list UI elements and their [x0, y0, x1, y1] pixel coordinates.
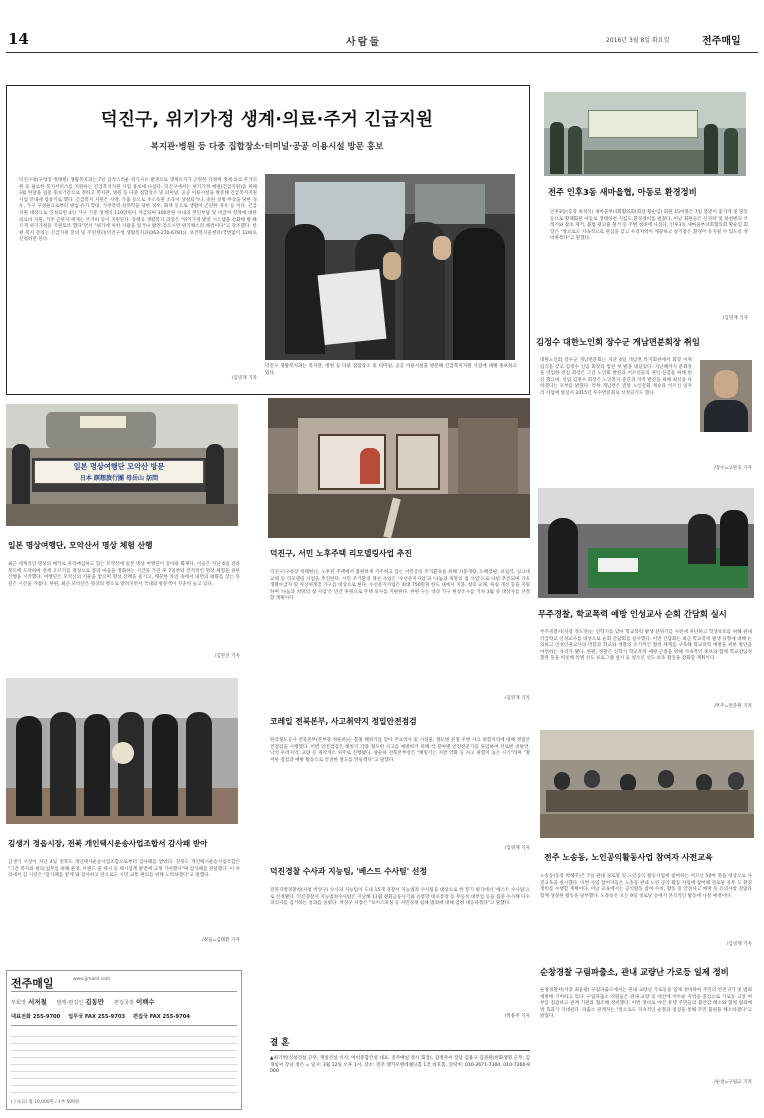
- phone-main: 대표전화 255-9700: [11, 1014, 61, 1020]
- imprint-logo: 전주매일: [11, 977, 54, 990]
- r4-photo: [540, 730, 754, 838]
- l1-banner-line1: 일본 명상여행단 모악산 방문: [73, 462, 165, 471]
- r1-title: 전주 인후3동 새마을협, 아동로 환경정비: [548, 187, 697, 197]
- m1-photo: [268, 398, 530, 538]
- r2-body: 대한노인회 장수군 게남면분회는 지난 4일 게남면 복지회관에서 회장 이취임식을 갖고 김정수 신임 회장의 힘찬 첫 발을 내딛었다. 지난해까지 분회장을 역임한 전임 회장은 그간 노인회 발전과 어르신들의 권익 신장을 위해 헌신 했으며, 신임 김정수 회장은 노인복지 증진과 지역 발전을 위해 최선을 다하겠다는 포부를 밝혔다. 특히 게남면은 전통 노인문화 계승과 어르신 일자리 사업에 앞장서 2015년 우수면분회로 선정되기도 했다.: [540, 358, 692, 396]
- chief-label: 편집국장: [114, 1000, 135, 1006]
- publisher-label: 부회장: [11, 1000, 27, 1006]
- r5-byline: /순창=구림교 기자: [714, 1080, 752, 1085]
- m3-body: 전북지방경찰청(지청 박상구) 수사과 지능팀이 도내 15개 경찰서 지능범죄 수사팀을 대상으로 한 분기 평가에서 '베스트 수사팀'으로 선정됐다. 덕진경찰서 지능범죄수사팀은 지난해 11월 전화금융사기와 유통망 대포통장 등 무등록 대부업 등을 집중 수사해 다수 피의자를 검거하는 성과를 올렸다. 박상구 서장은 "보이스피싱 등 서민경제 침해 범죄에 대해 엄정 대응하겠다"고 말했다.: [270, 888, 530, 907]
- m1-byline: /김영재 기자: [504, 696, 530, 701]
- r1-body: 인후3동(동장 최성식) 새마을부녀회협의회(회장 황순임) 회원 15여명은 7일 봄맞이 꽃가게 및 땅등 등으로 황폐화된 아동로 생태하천 지킴도 환경정비를 펼쳤다. 이날 회원들은 산자락 및 하천변의 쓰레기와 잡초 제거, 불법 광고물 철거 등 주변 정비에 나섰다. 인후3동 새마을부녀회협의회 황순임 회장은 "앞으로도 지속적으로 관심을 갖고 우리지역이 깨끗하고 살기좋은 환경이 유지될 수 있도록 정비하겠다"고 말했다.: [550, 210, 748, 242]
- publisher-name: 서저철: [28, 998, 47, 1006]
- l1-banner: [34, 460, 204, 484]
- wedding-text: ▲최기번(신성건설 근무, 재일건설 이사, 여비중합건설 대표, 전주매일 정사 회장), 김정자씨 장남 김용구·김경원(한화생명 근무, 김경일씨 장녀 정은 = 일시: 3월 12일 오후 1시, 장소: 전주 엘카모멘데웨딩홀 1층 비호홀, 연락처: 010-3671-7300, 010-7260-9000: [270, 1056, 530, 1075]
- masthead: [0, 28, 764, 50]
- r2-portrait: [700, 360, 752, 432]
- l1-photo: [6, 404, 238, 526]
- imprint-directory: [11, 1031, 237, 1097]
- r3-byline: /무주=전준원 기자: [714, 704, 752, 709]
- imprint-box: [6, 970, 242, 1110]
- phone-business: 업무국 FAX 255-9703: [68, 1014, 126, 1020]
- r1-byline: /김영재 기자: [722, 316, 748, 321]
- lead-subtitle: 복지관·병원 등 다중 집합장소·터미널·공공 이용시설 방문 홍보: [150, 142, 384, 152]
- lead-byline: /김영재 기자: [231, 376, 257, 381]
- lead-title: 덕진구, 위기가정 생계·의료·주거 긴급지원: [100, 110, 434, 130]
- m2-body: 한국철도공사 전북본부(본부장 정운하)는 봄철 해빙기를 맞아 주요역사 및 시설물, 철도변 전철 주변 사고 위험지역에 대해 정밀안전점검을 시행했다. 이번 안전점검은 해빙기 각종 철도변 사고를 예방하기 위해 각 분야별 안전전문가를 투입하여 선로변 비탈면, 낙석 우려지역, 교량 등 취약개소 위주로 진행됐다. 양운하 전북본부장은 "해빙기는 지반 약화 등 사고 위험이 높은 시기"라며 "철저한 점검과 예방 활동으로 안전한 철도를 만들겠다"고 말했다.: [270, 738, 530, 763]
- m2-byline: /김영재 기자: [504, 846, 530, 851]
- masthead-rule: [6, 52, 758, 53]
- l2-byline: /정읍=김태환 기자: [202, 938, 240, 943]
- lead-photo-caption: 덕진구 생활복지과는 복지관, 병원 등 다중 집합장소 및 터미널, 공공 이용시설을 방문해 긴급복지지원 사업에 대해 홍보하고 있다.: [265, 364, 517, 376]
- r3-title: 무주경찰, 학교폭력 예방 인성교사 순회 간담회 실시: [538, 609, 727, 619]
- editor-name: 김동만: [85, 998, 104, 1006]
- issue-date: 2016년 3월 8일 화요일: [606, 37, 670, 44]
- r4-body: 노송동(동장 박해주)은 7일 관내 경로당 및 노인공익 활동사업에 참여하는 어르신 50여 명을 대상으로 사전교육을 실시했다. 이번 사업 참여자들은 노송동 관내 노인 공익 활동 사업에 참여해 경로당 유무 도 환경정비를 수행할 계획이다. 이날 교육에서는 공익활동 참여 수칙, 활동 중 안전사고 예방 등 유의사항 전달과 함께 성실한 활동을 당부했다. 노송동은 오는 9일 경로당 등에서 본격적인 활동에 나설 예정이다.: [540, 874, 752, 899]
- l2-title: 김생기 정읍시장, 전북 개인택시운송사업조합서 감사패 받아: [8, 839, 208, 848]
- r2-title: 김정수 대한노인회 장수군 게남면분회장 취임: [536, 337, 700, 347]
- lead-article: [6, 85, 530, 395]
- m3-byline: /박용주 기자: [504, 1014, 530, 1019]
- l1-banner-line2: 日本 瞑想旅行團 母岳山 訪問: [79, 475, 159, 482]
- m3-title: 덕진경찰 수사과 지능팀, '베스트 수사팀' 선정: [270, 867, 427, 876]
- editor-label: 발행·편집인: [56, 1000, 84, 1006]
- l1-title: 일본 명상여행단, 모악산서 명상 체험 산행: [8, 541, 153, 550]
- l1-byline: /김완진 기자: [214, 654, 240, 659]
- lead-photo: [265, 174, 515, 360]
- m2-title: 코레일 전북본부, 사고취약지 정밀안전점검: [270, 717, 417, 726]
- r4-title: 전주 노송동, 노인공익활동사업 참여자 사전교육: [544, 853, 713, 862]
- wedding-heading: 결 혼: [270, 1038, 290, 1048]
- r4-byline: /김영재 기자: [726, 942, 752, 947]
- imprint-site: www.jjmaeil.com: [73, 977, 111, 982]
- section-title: 사람들: [346, 37, 381, 48]
- r3-body: 무주경찰서(서장 정도연)는 신학기를 맞아 학교폭력 발생 분위기를 사전에 차단하고 학생보호를 위해 관내 각급학교 인성교사를 대상으로 순회 간담회를 실시했다. 이번 간담회는 최근 학교폭력 발생 유형에 대해 논의하고 인성인권교사의 역할과 학교와 경찰의 유기적인 협력 체계를 구축해 학교폭력 예방을 위한 방안을 마련하는 자리가 됐다. 한편, 경찰은 신학기 학교폭력 예방·근절을 위해 지속적인 홍보와 함께 학교전담경찰관 등을 비롯해 특별 선도 프로그램 실시 등 청소년 선도·보호 활동을 강화할 계획이다.: [540, 630, 752, 662]
- r3-photo: [538, 488, 754, 598]
- l1-body: 최근 세계적인 명상의 메카로 자리매김하고 있는 모악산에 일본 명상 여행단이 찾아와 화제다. 이들은 지난 6일 전라북도에 도착하여 전세 오르기를 명상으로 몸과 마음을 정화하는 시간을 가진 후 7일부터 본격적인 명상 체험을 위한 산행을 시작했다. 여행단은 모악산의 기운을 받으며 명상 산책을 즐기고, 깨끗한 자연 속에서 내면의 평화를 찾는 뜻깊은 시간을 가졌다. 한편, 최근 모악산은 명상의 명소로 알려지면서 국내외 방문객이 꾸준히 늘고 있다.: [8, 562, 240, 587]
- wedding-rule: [270, 1050, 530, 1051]
- imprint-footer: (구독료) 월 10,000원 / 1부 500원: [11, 1100, 80, 1105]
- r5-title: 순창경찰 구림파출소, 관내 교량난 가로등 일제 정비: [540, 967, 729, 977]
- l2-body: 김생기 시장이 지난 4일 전북도 개인택시운송사업조합으로부터 감사패를 받았다. 전북도 개인택시운송사업조합은 "그간 복지와 편의·업무를 위해 운영, 브랜드 콜 택시 등 택시업계 발전에 크게 기여했다"며 감사패를 전달했다. 이 자리에서 김 시장은 "감사패를 받게 돼 감사하고 앞으로도 시민 교통 편의를 위해 노력하겠다"고 말했다.: [8, 860, 240, 879]
- chief-name: 이백수: [136, 998, 155, 1006]
- m1-body: 덕진구(구청장 정태현)는 노후된 주택에서 불편하게 거주하고 있는 서민층의 주거환경을 위해 지붕개량, 도배장판, 보일러, 싱크대교체 등 리모델링 사업을 추진한다. 시민 주거환경 개선 사업은 '수선유지사업'과 '나눔과 희망의 집 사업'으로 나눠 추진되며 기초생활수급자 및 차상위계층 가구를 대상으로 한다. 수선유지사업은 최대 750만원 한도 내에서 지붕, 창호 교체, 욕실 개선 등을 지원하며 '나눔과 희망의 집 사업'은 민간 후원으로 주택 보수를 지원한다. 한편 구는 대상 가구 현장조사를 거쳐 3월 중 대상자를 선정할 계획이다.: [270, 570, 530, 602]
- phone-editorial: 편집국 FAX 255-9704: [132, 1014, 190, 1020]
- r1-photo: [544, 92, 746, 176]
- r5-body: 순창경찰서(서장 최윤광) 구림파출소에서는 관내 교량난 가로등을 일제 정비하여 주민의 안전귀가 및 범죄예방에 기여하고 있다. 구림파출소 직원들은 관내 교량 및 야간에 어두운 지역을 중심으로 가로등 고장 여부를 점검하고 관계 기관과 협조해 정비했다. 이번 정비로 야간 통행 주민들의 불안감 해소와 함께 범죄예방 효과가 기대된다. 파출소 관계자는 "앞으로도 지속적인 순찰과 점검을 통해 주민 불편을 해소하겠다"고 밝혔다.: [540, 988, 752, 1020]
- m1-title: 덕진구, 서민 노후주택 리모델링사업 추진: [270, 549, 412, 558]
- lead-body: 덕진구청(구청장 정태현) 생활복지과는 7일 갑작스러운 위기사유 발생으로 생계유지가 곤란한 가정에 생계·의료·주거지원 등 필요한 복지서비스를 지원하는 긴급복지지원 사업 홍보에 나섰다. 덕진구에서는 위기가정 예방(긴급지원)을 위해 3월 한달을 집중 홍보기간으로 정하고 복지관, 병원 등 다중 집합장소 및 터미널, 공공 이용시설을 방문해 긴급복지지원 사업 안내에 집중키로 했다. 긴급복지 지원은 사망, 가출 등으로 주소득원 소득이 상실되거나, 중한 질병·부상을 당한 경우, 가구 구성원으로부터 방임·유기·학대, 가정폭력·성폭력을 당한 경우, 화재 등으로 생활이 곤란한 경우 등 이다. 긴급지원 대상으로 인정되면 4인 가구 기준 생계비 110만원이 지급되며 300만원 이내의 본인부담 및 비급여 항목에 대한 의료비 지원, 거주 곤란자 에게는 주거비 등이 지원된다. 송태욱 생활복지 과장은 "위기가정 발굴 시스템을 강화해 발 빠르게 위기가정을 지원토록 했다"면서 "위기에 처한 사람을 알거나 발견 찾으시면 위기해소의 해결이다"고 강조했다. 한편 복지 문의는 긴급지원 문의 및 주민센터(덕진구청 생활복지과(063-270-6781)), 보건복지콜센터(국번없이 129)로 신청하면 된다.: [19, 178, 257, 243]
- r2-byline: /장수=고완호 기자: [714, 466, 752, 471]
- paper-name: 전주매일: [702, 36, 741, 47]
- page-number: 14: [8, 30, 29, 48]
- l2-photo: [6, 678, 238, 824]
